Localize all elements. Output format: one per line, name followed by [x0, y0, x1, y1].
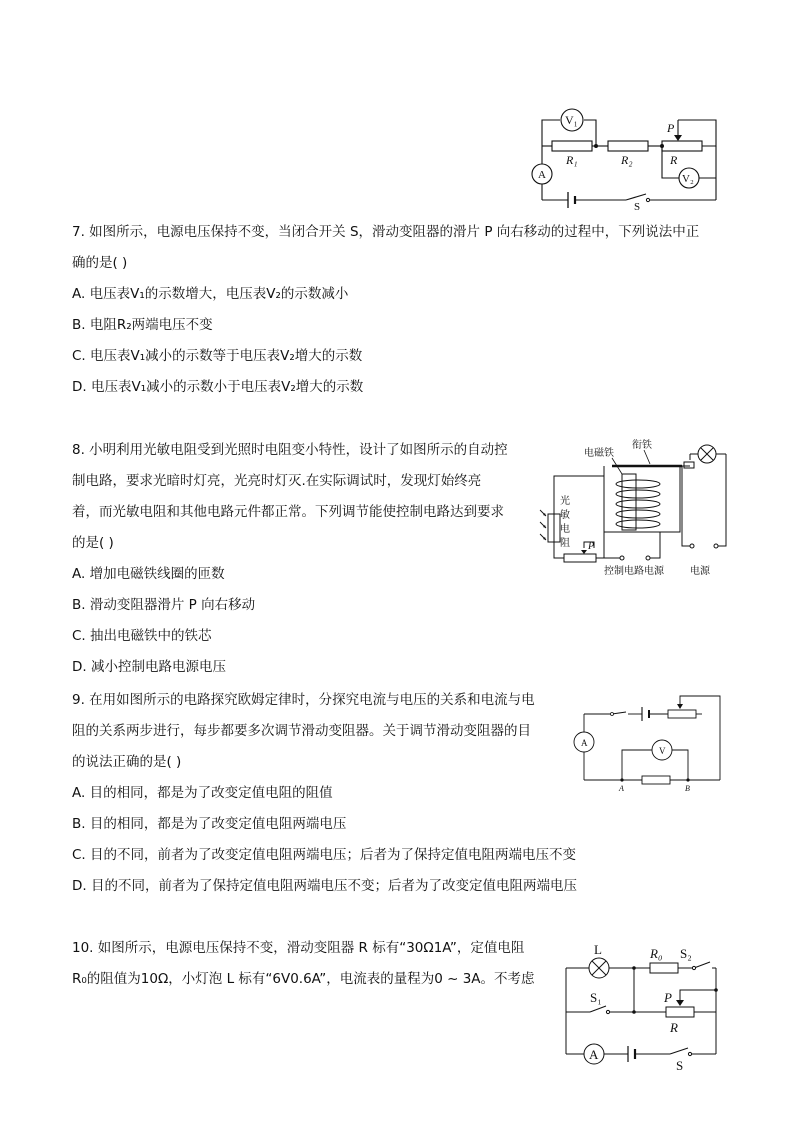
- q7-r1-label: R₁: [566, 153, 578, 167]
- q9-stem-line2: 阻的关系两步进行，每步都要多次调节滑动变阻器。关于调节滑动变阻器的目: [72, 723, 531, 739]
- q8-photoresistor-char-2: 敏: [560, 510, 570, 521]
- q7-s-label: S: [634, 201, 641, 213]
- q9-option-a: A. 目的相同，都是为了改变定值电阻的阻值: [72, 785, 333, 801]
- q8-electromagnet-label: 电磁铁: [584, 448, 614, 459]
- q8-armature-label: 衔铁: [632, 440, 652, 451]
- q10-ammeter-label: A: [589, 1047, 599, 1062]
- q7-p-label: P: [667, 121, 675, 135]
- q10-r-label: R: [670, 1020, 678, 1035]
- q8-option-d: D. 减小控制电路电源电压: [72, 659, 226, 675]
- q10-stem-line2: R₀的阻值为10Ω，小灯泡 L 标有“6V0.6A”，电流表的量程为0 ~ 3A。不考虑: [72, 971, 535, 987]
- q10-s1-label: S₁: [590, 990, 602, 1005]
- q9-option-d: D. 目的不同，前者为了保持定值电阻两端电压不变；后者为了改变定值电阻两端电压: [72, 878, 577, 894]
- q8-p-label: P: [588, 541, 595, 552]
- q9-ohm-law-circuit-diagram: [572, 692, 728, 792]
- q8-photoresistor-char-3: 电: [560, 524, 570, 535]
- q7-option-d: D. 电压表V₁减小的示数小于电压表V₂增大的示数: [72, 379, 364, 395]
- q10-r0-label: R₀: [650, 946, 663, 961]
- q8-control-source-label: 控制电路电源: [604, 566, 664, 577]
- q9-option-c: C. 目的不同，前者为了改变定值电阻两端电压；后者为了保持定值电阻两端电压不变: [72, 847, 577, 863]
- q7-ammeter-label: A: [538, 169, 546, 181]
- q7-option-a: A. 电压表V₁的示数增大，电压表V₂的示数减小: [72, 286, 349, 302]
- q8-stem-line4: 的是( ): [72, 535, 114, 551]
- q7-stem-line2: 确的是( ): [72, 255, 128, 271]
- q8-photoresistor-char-1: 光: [560, 496, 570, 507]
- q7-option-b: B. 电阻R₂两端电压不变: [72, 317, 213, 333]
- q7-v1-label: V₁: [565, 113, 578, 127]
- q10-p-label: P: [664, 990, 672, 1005]
- q10-s-label: S: [676, 1058, 684, 1073]
- q9-ammeter-label: A: [581, 738, 588, 748]
- q10-s2-label: S₂: [680, 946, 692, 961]
- q9-stem-line3: 的说法正确的是( ): [72, 754, 182, 770]
- q7-r2-label: R₂: [621, 153, 633, 167]
- q9-voltmeter-label: V: [659, 746, 666, 756]
- q9-stem-line1: 9. 在用如图所示的电路探究欧姆定律时，分探究电流与电压的关系和电流与电: [72, 692, 535, 708]
- q7-r-label: R: [670, 153, 678, 167]
- q8-option-a: A. 增加电磁铁线圈的匝数: [72, 566, 225, 582]
- q7-stem-line1: 7. 如图所示，电源电压保持不变，当闭合开关 S，滑动变阻器的滑片 P 向右移动的过程中，下列说法中正: [72, 224, 700, 240]
- q8-option-c: C. 抽出电磁铁中的铁芯: [72, 628, 212, 644]
- q8-stem-line3: 着，而光敏电阻和其他电路元件都正常。下列调节能使控制电路达到要求: [72, 504, 504, 520]
- q7-v2-label: V₂: [682, 173, 694, 185]
- q7-circuit-diagram: [518, 106, 728, 213]
- q10-circuit-diagram: [560, 940, 724, 1072]
- q8-option-b: B. 滑动变阻器滑片 P 向右移动: [72, 597, 256, 613]
- q10-lamp-label: L: [594, 942, 602, 957]
- q8-stem-line2: 制电路，要求光暗时灯亮，光亮时灯灭.在实际调试时，发现灯始终亮: [72, 473, 482, 489]
- q8-photoresistor-char-4: 阻: [560, 538, 570, 549]
- q9-point-b-label: B: [685, 784, 690, 793]
- q9-option-b: B. 目的相同，都是为了改变定值电阻两端电压: [72, 816, 347, 832]
- q8-stem-line1: 8. 小明利用光敏电阻受到光照时电阻变小特性，设计了如图所示的自动控: [72, 442, 508, 458]
- q8-source-label: 电源: [690, 566, 710, 577]
- q7-option-c: C. 电压表V₁减小的示数等于电压表V₂增大的示数: [72, 348, 363, 364]
- q8-relay-circuit-diagram: [540, 436, 740, 582]
- q9-point-a-label: A: [619, 784, 624, 793]
- q10-stem-line1: 10. 如图所示，电源电压保持不变，滑动变阻器 R 标有“30Ω1A”，定值电阻: [72, 940, 525, 956]
